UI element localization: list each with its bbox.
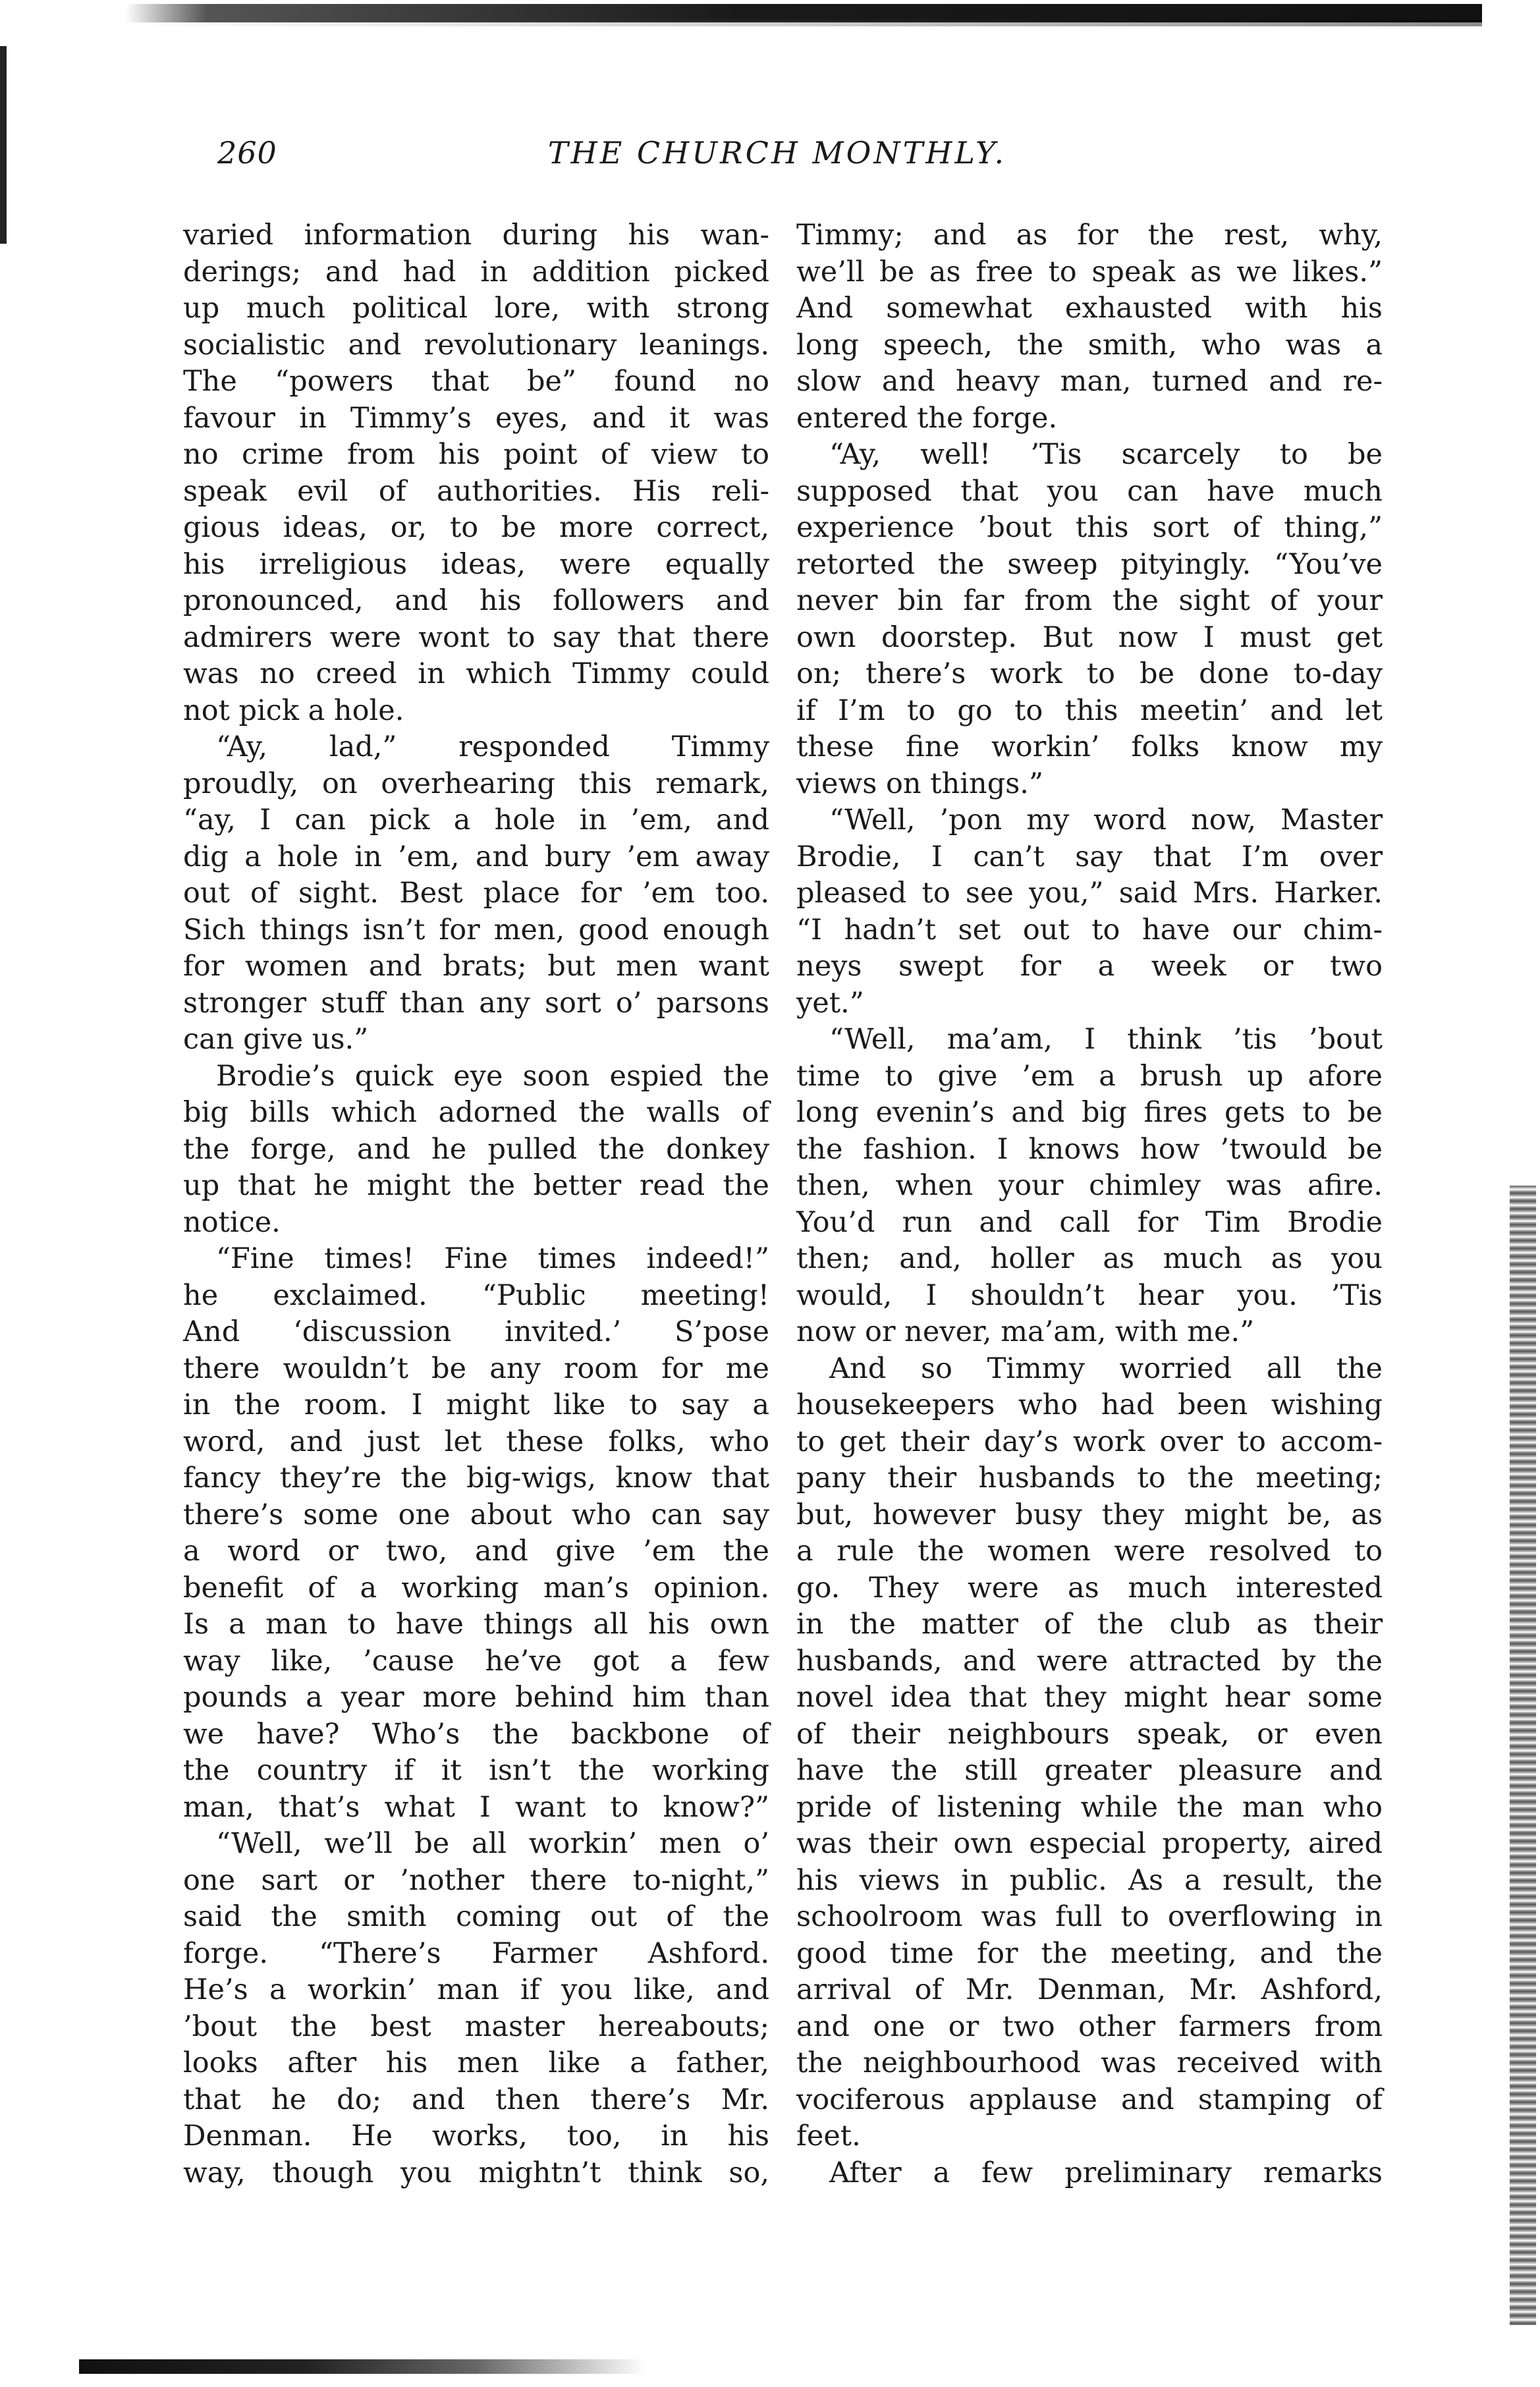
text-line: can give us.” — [183, 1023, 369, 1056]
text-line: “Well, ma’am, I think ’tis ’bout — [829, 1023, 1383, 1056]
text-line: “I hadn’t set out to have our chim- — [796, 913, 1383, 947]
text-line: speak evil of authorities. His reli- — [183, 474, 769, 508]
text-line: the fashion. I knows how ’twould be — [796, 1132, 1383, 1166]
text-line: good time for the meeting, and the — [796, 1936, 1383, 1970]
text-line: said the smith coming out of the — [183, 1900, 769, 1933]
text-line: “Fine times! Fine times indeed!” — [216, 1242, 769, 1275]
text-line: we’ll be as free to speak as we likes.” — [796, 255, 1383, 288]
text-line: the neighbourhood was received with — [796, 2046, 1383, 2079]
text-line: a word or two, and give ’em the — [183, 1535, 769, 1568]
text-line: a rule the women were resolved to — [796, 1535, 1383, 1568]
text-line: to get their day’s work over to accom- — [796, 1425, 1383, 1458]
text-line: one sart or ’nother there to-night,” — [183, 1863, 769, 1897]
text-line: Sich things isn’t for men, good enough — [183, 913, 769, 947]
left-binding-edge — [0, 46, 7, 244]
text-line: not pick a hole. — [183, 694, 404, 727]
text-line: And somewhat exhausted with his — [796, 292, 1383, 325]
page-number: 260 — [217, 135, 277, 171]
text-line: on; there’s work to be done to-day — [796, 657, 1383, 690]
text-line: pounds a year more behind him than — [183, 1681, 769, 1714]
text-line: long evenin’s and big fires gets to be — [796, 1096, 1383, 1129]
text-line: novel idea that they might hear some — [796, 1681, 1383, 1714]
text-line: notice. — [183, 1205, 281, 1239]
text-line: then; and, holler as much as you — [796, 1242, 1383, 1275]
text-line: fancy they’re the big-wigs, know that — [183, 1462, 769, 1495]
text-line: entered the forge. — [796, 401, 1058, 435]
text-line: Brodie’s quick eye soon espied the — [216, 1059, 769, 1093]
text-line: Denman. He works, too, in his — [183, 2120, 769, 2153]
text-line: forge. “There’s Farmer Ashford. — [183, 1936, 769, 1970]
text-line: benefit of a working man’s opinion. — [183, 1571, 769, 1605]
text-line: experience ’bout this sort of thing,” — [796, 511, 1383, 544]
text-line: if I’m to go to this meetin’ and let — [796, 694, 1383, 727]
text-line: pany their husbands to the meeting; — [796, 1462, 1383, 1495]
text-line: we have? Who’s the backbone of — [183, 1717, 769, 1751]
text-line: pronounced, and his followers and — [183, 584, 769, 617]
text-line: dig a hole in ’em, and bury ’em away — [183, 840, 769, 873]
text-line: Is a man to have things all his own — [183, 1608, 769, 1641]
text-line: big bills which adorned the walls of — [183, 1096, 769, 1129]
text-line: And so Timmy worried all the — [829, 1352, 1383, 1385]
text-line: then, when your chimley was afire. — [796, 1169, 1383, 1202]
text-line: “Well, ’pon my word now, Master — [829, 804, 1383, 837]
text-line: schoolroom was full to overflowing in — [796, 1900, 1383, 1933]
text-line: but, however busy they might be, as — [796, 1498, 1383, 1531]
text-line: Timmy; and as for the rest, why, — [796, 219, 1383, 252]
text-line: the forge, and he pulled the donkey — [183, 1132, 769, 1166]
bottom-scan-rule — [79, 2359, 646, 2374]
text-line: retorted the sweep pityingly. “You’ve — [796, 547, 1383, 581]
text-line: these fine workin’ folks know my — [796, 730, 1383, 763]
text-line: way like, ’cause he’ve got a few — [183, 1644, 769, 1678]
text-line: slow and heavy man, turned and re- — [796, 365, 1383, 398]
text-column-left — [183, 217, 769, 2191]
text-line: word, and just let these folks, who — [183, 1425, 769, 1458]
text-line: he exclaimed. “Public meeting! — [183, 1278, 769, 1312]
text-line: in the matter of the club as their — [796, 1608, 1383, 1641]
text-line: arrival of Mr. Denman, Mr. Ashford, — [796, 1973, 1383, 2006]
text-line: favour in Timmy’s eyes, and it was — [183, 401, 769, 435]
text-line: for women and brats; but men want — [183, 950, 769, 983]
text-line: of their neighbours speak, or even — [796, 1717, 1383, 1751]
text-line: there wouldn’t be any room for me — [183, 1352, 769, 1385]
text-line: pride of listening while the man who — [796, 1790, 1383, 1824]
text-line: yet.” — [796, 986, 864, 1020]
text-line: own doorstep. But now I must get — [796, 620, 1383, 654]
text-line: housekeepers who had been wishing — [796, 1388, 1383, 1421]
text-line: have the still greater pleasure and — [796, 1754, 1383, 1787]
text-line: husbands, and were attracted by the — [796, 1644, 1383, 1678]
text-line: derings; and had in addition picked — [183, 255, 769, 288]
text-line: way, though you mightn’t think so, — [183, 2156, 769, 2189]
text-line: varied information during his wan- — [183, 219, 769, 252]
text-line: ’bout the best master hereabouts; — [183, 2010, 769, 2043]
text-line: no crime from his point of view to — [183, 438, 769, 471]
text-line: his views in public. As a result, the — [796, 1863, 1383, 1897]
text-line: stronger stuff than any sort o’ parsons — [183, 986, 769, 1020]
text-line: You’d run and call for Tim Brodie — [796, 1205, 1383, 1239]
text-line: in the room. I might like to say a — [183, 1388, 769, 1421]
text-line: now or never, ma’am, with me.” — [796, 1315, 1255, 1348]
text-line: would, I shouldn’t hear you. ’Tis — [796, 1278, 1383, 1312]
text-line: And ‘discussion invited.’ S’pose — [183, 1315, 769, 1348]
top-scan-rule-shadow — [125, 20, 1482, 26]
text-line: neys swept for a week or two — [796, 950, 1383, 983]
text-line: never bin far from the sight of your — [796, 584, 1383, 617]
text-line: gious ideas, or, to be more correct, — [183, 511, 769, 544]
page-header — [178, 135, 1377, 175]
text-line: long speech, the smith, who was a — [796, 328, 1383, 362]
text-line: supposed that you can have much — [796, 474, 1383, 508]
text-line: After a few preliminary remarks — [829, 2156, 1383, 2189]
text-line: admirers were wont to say that there — [183, 620, 769, 654]
text-line: Brodie, I can’t say that I’m over — [796, 840, 1383, 873]
right-binding-edge — [1510, 1186, 1536, 2325]
text-line: was no creed in which Timmy could — [183, 657, 769, 690]
text-line: pleased to see you,” said Mrs. Harker. — [796, 877, 1383, 910]
text-line: up much political lore, with strong — [183, 292, 769, 325]
text-line: there’s some one about who can say — [183, 1498, 769, 1531]
text-line: feet. — [796, 2120, 861, 2153]
text-line: up that he might the better read the — [183, 1169, 769, 1202]
text-line: out of sight. Best place for ’em too. — [183, 877, 769, 910]
text-line: “Ay, well! ’Tis scarcely to be — [829, 438, 1383, 471]
text-line: proudly, on overhearing this remark, — [183, 767, 769, 800]
text-line: “ay, I can pick a hole in ’em, and — [183, 804, 769, 837]
text-line: man, that’s what I want to know?” — [183, 1790, 769, 1824]
text-line: “Well, we’ll be all workin’ men o’ — [216, 1827, 769, 1860]
text-line: looks after his men like a father, — [183, 2046, 769, 2079]
text-line: and one or two other farmers from — [796, 2010, 1383, 2043]
running-title: THE CHURCH MONTHLY. — [547, 135, 1007, 171]
text-line: vociferous applause and stamping of — [796, 2083, 1383, 2116]
text-line: He’s a workin’ man if you like, and — [183, 1973, 769, 2006]
text-line: the country if it isn’t the working — [183, 1754, 769, 1787]
text-line: “Ay, lad,” responded Timmy — [216, 730, 769, 763]
text-line: socialistic and revolutionary leanings. — [183, 328, 769, 362]
text-line: his irreligious ideas, were equally — [183, 547, 769, 581]
text-line: views on things.” — [796, 767, 1043, 800]
text-column-right — [796, 217, 1383, 2191]
text-line: time to give ’em a brush up afore — [796, 1059, 1383, 1093]
text-line: The “powers that be” found no — [183, 365, 769, 398]
text-line: go. They were as much interested — [796, 1571, 1383, 1605]
text-line: was their own especial property, aired — [796, 1827, 1383, 1860]
text-line: that he do; and then there’s Mr. — [183, 2083, 769, 2116]
